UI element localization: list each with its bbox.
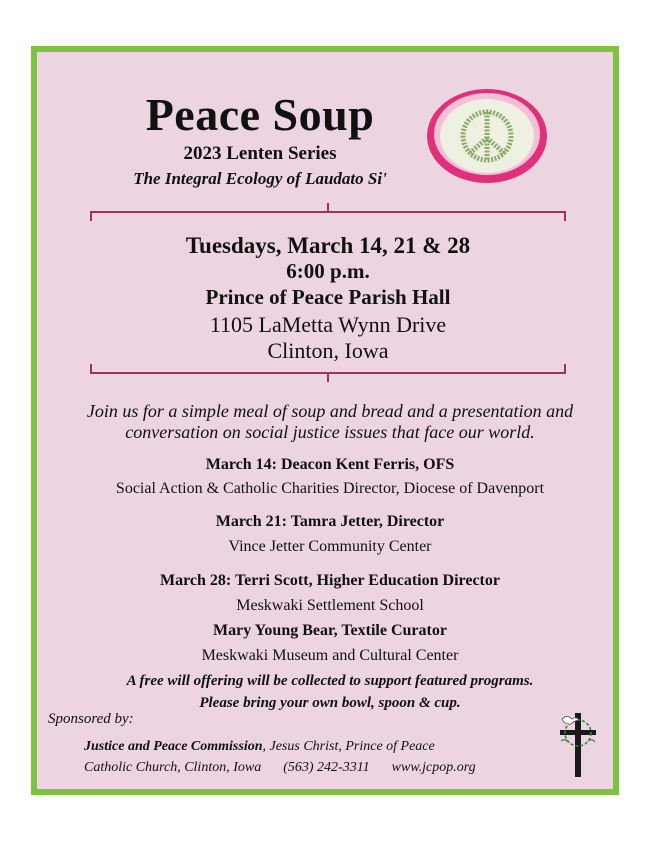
intro-text: Join us for a simple meal of soup and bread and a presentation and conversation on social justice issues that face our world. xyxy=(86,401,574,442)
sponsor-org: Justice and Peace Commission xyxy=(84,739,263,754)
sponsor-website[interactable]: www.jcpop.org xyxy=(391,760,476,775)
bring-bowl-note: Please bring your own bowl, spoon & cup. xyxy=(199,695,461,711)
sponsor-org-rest: , Jesus Christ, Prince of Peace xyxy=(262,739,435,754)
cross-with-dove-icon xyxy=(552,711,604,779)
speaker-3-role: Meskwaki Settlement School xyxy=(236,597,424,614)
speaker-4-name: Mary Young Bear, Textile Curator xyxy=(213,622,447,639)
speaker-3-name: March 28: Terri Scott, Higher Education Director xyxy=(160,572,500,589)
sponsored-by-label: Sponsored by: xyxy=(48,711,134,727)
series-theme: The Integral Ecology of Laudato Si' xyxy=(133,169,387,188)
sponsor-line-1 xyxy=(84,739,435,755)
speaker-2-role: Vince Jetter Community Center xyxy=(228,538,432,555)
soup-bowl-peace-icon xyxy=(424,86,550,186)
speaker-1-name: March 14: Deacon Kent Ferris, OFS xyxy=(205,456,455,473)
series-title: 2023 Lenten Series xyxy=(183,143,337,164)
event-address-street: 1105 LaMetta Wynn Drive xyxy=(209,312,447,337)
top-bracket-divider xyxy=(90,202,566,222)
event-dates: Tuesdays, March 14, 21 & 28 xyxy=(185,233,471,258)
bottom-bracket-divider xyxy=(90,363,566,383)
event-time: 6:00 p.m. xyxy=(286,259,370,283)
sponsor-phone: (563) 242-3311 xyxy=(283,760,370,775)
event-venue: Prince of Peace Parish Hall xyxy=(205,285,451,309)
flyer-title: Peace Soup xyxy=(145,89,375,140)
speaker-2-name: March 21: Tamra Jetter, Director xyxy=(215,513,445,530)
sponsor-line-2 xyxy=(84,760,476,776)
offering-note: A free will offering will be collected to support featured programs. xyxy=(126,673,534,689)
event-address-city: Clinton, Iowa xyxy=(267,338,389,363)
speaker-1-role: Social Action & Catholic Charities Director, Diocese of Davenport xyxy=(115,480,545,497)
sponsor-place: Catholic Church, Clinton, Iowa xyxy=(84,760,262,775)
speaker-4-role: Meskwaki Museum and Cultural Center xyxy=(201,647,459,664)
